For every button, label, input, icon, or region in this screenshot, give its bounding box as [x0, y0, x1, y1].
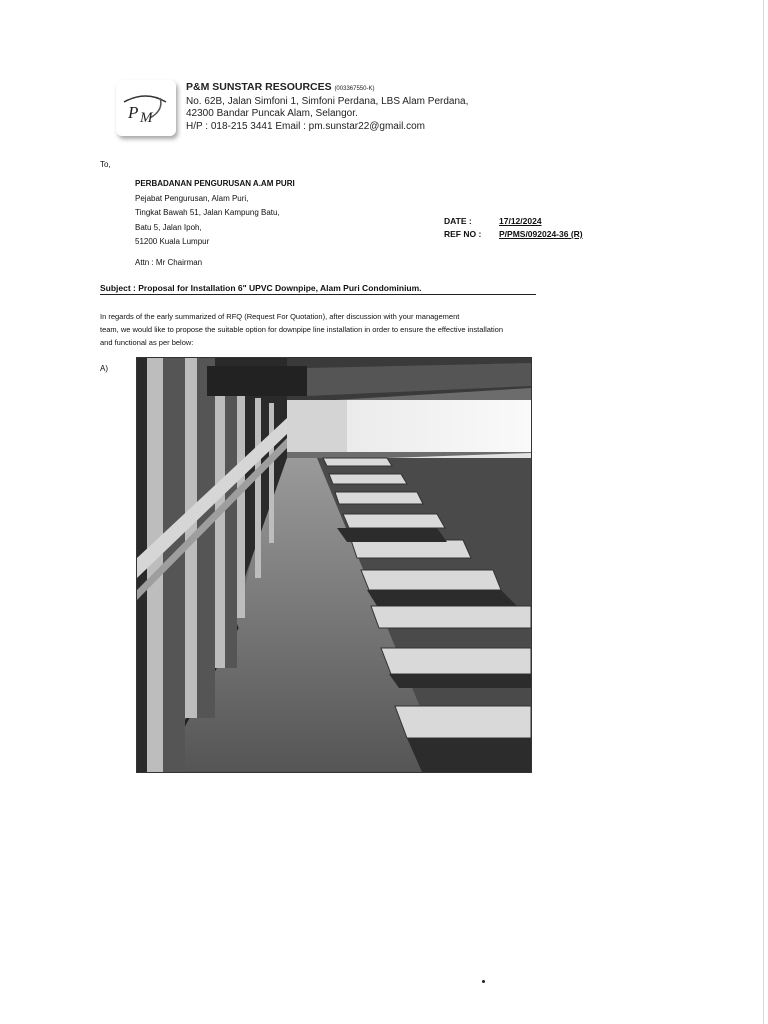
contact-line: H/P : 018-215 3441 Email : pm.sunstar22@gmail.com — [186, 120, 425, 132]
date-label: DATE : — [444, 216, 472, 226]
company-logo — [116, 80, 176, 136]
body-line-1: In regards of the early summarized of RFQ (Request For Quotation), after discussion with your management — [100, 312, 460, 321]
body-line-3: and functional as per below: — [100, 338, 194, 347]
item-label: A) — [100, 364, 108, 373]
recipient-line-1: Pejabat Pengurusan, Alam Puri, — [135, 193, 249, 203]
body-line-2: team, we would like to propose the suitable option for downpipe line installation in order to ensure the effective installation — [100, 325, 504, 334]
address-line-2: 42300 Bandar Puncak Alam, Selangor. — [186, 108, 358, 119]
subject-line: Subject : Proposal for Installation 6" UPVC Downpipe, Alam Puri Condominium. — [100, 283, 536, 295]
ref-label: REF NO : — [444, 229, 482, 239]
date-value: 17/12/2024 — [499, 216, 542, 226]
recipient-line-3: Batu 5, Jalan Ipoh, — [135, 222, 202, 232]
recipient-line-4: 51200 Kuala Lumpur — [135, 237, 210, 246]
recipient-address — [135, 177, 295, 250]
address-line-1: No. 62B, Jalan Simfoni 1, Simfoni Perdana, LBS Alam Perdana, — [186, 95, 469, 107]
site-photo — [136, 357, 532, 773]
to-label: To, — [100, 160, 111, 169]
company-registration: (003367550-K) — [334, 86, 375, 92]
scan-speck — [482, 980, 485, 983]
recipient-organization: PERBADANAN PENGURUSAN A.AM PURI — [135, 179, 295, 188]
attention-line: Attn : Mr Chairman — [135, 258, 203, 267]
svg-text:P: P — [128, 103, 139, 122]
svg-text:M: M — [140, 110, 153, 126]
ref-value: P/PMS/092024-36 (R) — [499, 229, 583, 239]
page-edge — [763, 0, 764, 1024]
company-name: P&M SUNSTAR RESOURCES — [186, 81, 332, 93]
letter-meta — [444, 215, 583, 241]
body-paragraph — [100, 310, 620, 349]
recipient-line-2: Tingkat Bawah 51, Jalan Kampung Batu, — [135, 208, 280, 217]
letterhead — [186, 81, 468, 133]
